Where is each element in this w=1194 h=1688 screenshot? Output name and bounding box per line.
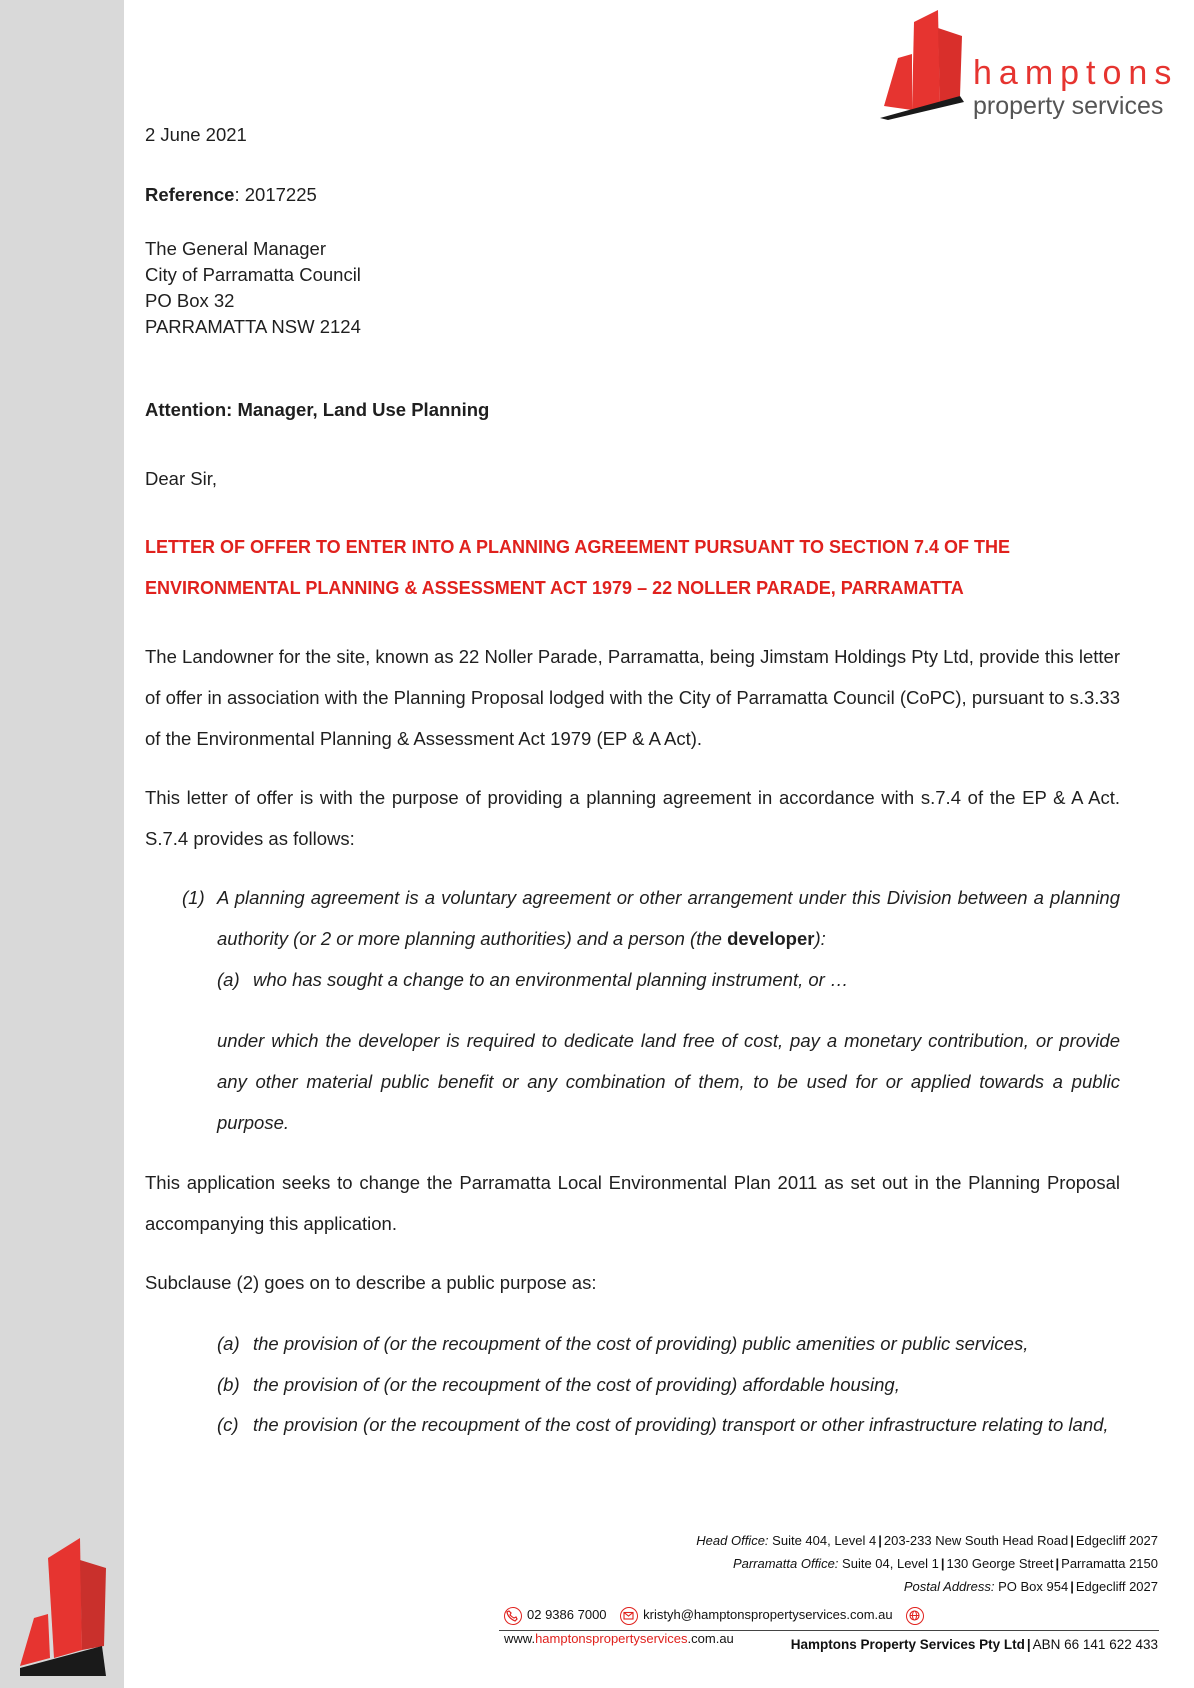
quote-text: A planning agreement is a voluntary agreement or other arrangement under this Division between a planning authority (or 2 or more planning authorities) and a person (the: [217, 887, 1120, 949]
parramatta-line: Suite 04, Level 1: [842, 1556, 939, 1571]
building-mark-icon: [20, 1538, 110, 1676]
parramatta-line: Parramatta 2150: [1061, 1556, 1158, 1571]
logo-wordmark: hamptons: [973, 54, 1179, 92]
reference-value: : 2017225: [234, 184, 317, 205]
quote-number: (1): [182, 887, 205, 908]
quote-tail: under which the developer is required to dedicate land free of cost, pay a monetary contribution, or provide any other material public benefit or any combination of them, to be used for or applied towards a public purpose.: [217, 1030, 1120, 1133]
website-prefix: www.: [504, 1631, 536, 1646]
purpose-text: the provision of (or the recoupment of the cost of providing) affordable housing,: [253, 1374, 900, 1395]
quote-bold-term: developer: [727, 928, 815, 949]
purpose-label: (a): [217, 1333, 240, 1354]
globe-icon: [906, 1607, 924, 1625]
footer-company: Hamptons Property Services Pty Ltd | ABN 66 141 622 433: [790, 1637, 1158, 1652]
subject-line: LETTER OF OFFER TO ENTER INTO A PLANNING AGREEMENT PURSUANT TO SECTION 7.4 OF THE: [145, 537, 1011, 557]
quote-sub-label: (a): [217, 969, 240, 990]
recipient-line: City of Parramatta Council: [145, 264, 361, 285]
letter-page: [124, 0, 1194, 1688]
attention-line: Attention: Manager, Land Use Planning: [145, 399, 490, 420]
postal-label: Postal Address:: [903, 1579, 995, 1594]
website-suffix: .com.au: [687, 1631, 734, 1646]
footer-divider: [499, 1630, 1159, 1631]
email-icon: [620, 1607, 638, 1625]
recipient-line: The General Manager: [145, 238, 326, 259]
website-name: hamptonspropertyservices: [535, 1631, 688, 1646]
letter-date: 2 June 2021: [145, 124, 247, 145]
purpose-label: (b): [217, 1374, 240, 1395]
email-link[interactable]: kristyh@hamptonspropertyservices.com.au: [643, 1607, 893, 1622]
website-link[interactable]: [504, 1631, 734, 1646]
reference-label: Reference: [145, 184, 235, 205]
salutation: Dear Sir,: [145, 468, 217, 489]
recipient-line: PO Box 32: [145, 290, 235, 311]
page-sidebar: [0, 0, 124, 1688]
purpose-label: (c): [217, 1414, 239, 1435]
phone-icon: [504, 1607, 522, 1625]
subject-line: ENVIRONMENTAL PLANNING & ASSESSMENT ACT 1979 – 22 NOLLER PARADE, PARRAMATTA: [145, 578, 964, 598]
recipient-address: [145, 236, 361, 340]
footer-postal-address: Postal Address: PO Box 954 | Edgecliff 2027: [903, 1579, 1158, 1594]
logo-tagline: property services: [973, 92, 1164, 120]
company-logo: [876, 10, 1194, 125]
purpose-text: the provision (or the recoupment of the cost of providing) transport or other infrastructure relating to land,: [253, 1414, 1109, 1435]
company-abn: ABN 66 141 622 433: [1032, 1637, 1158, 1652]
paragraph-landowner: The Landowner for the site, known as 22 Noller Parade, Parramatta, being Jimstam Holdings Pty Ltd, provide this letter of offer in association with the Planning Proposal lodged with the City of Parramatta Council (CoPC), pursuant to s.3.33 of the Environmental Planning & Assessment Act 1979 (EP & A Act).: [145, 646, 1120, 749]
building-mark-icon: [876, 10, 971, 120]
parramatta-label: Parramatta Office:: [732, 1556, 839, 1571]
head-office-line: Edgecliff 2027: [1075, 1533, 1158, 1548]
paragraph-application: This application seeks to change the Parramatta Local Environmental Plan 2011 as set out in the Planning Proposal accompanying this application.: [145, 1172, 1120, 1234]
quote-text: ):: [814, 928, 826, 949]
parramatta-line: 130 George Street: [946, 1556, 1054, 1571]
quote-definition: [217, 877, 1120, 959]
recipient-line: PARRAMATTA NSW 2124: [145, 316, 361, 337]
quote-sub-text: who has sought a change to an environmental planning instrument, or …: [253, 969, 849, 990]
subject-heading: [145, 527, 1145, 609]
reference-line: [145, 182, 317, 208]
footer-head-office: Head Office: Suite 404, Level 4 | 203-233 New South Head Road | Edgecliff 2027: [696, 1533, 1158, 1548]
postal-line: PO Box 954: [998, 1579, 1069, 1594]
postal-line: Edgecliff 2027: [1075, 1579, 1158, 1594]
head-office-line: Suite 404, Level 4: [772, 1533, 877, 1548]
paragraph-purpose: This letter of offer is with the purpose of providing a planning agreement in accordance with s.7.4 of the EP & A Act. S.7.4 provides as follows:: [145, 787, 1120, 849]
purpose-text: the provision of (or the recoupment of the cost of providing) public amenities or public services,: [253, 1333, 1029, 1354]
head-office-line: 203-233 New South Head Road: [883, 1533, 1069, 1548]
paragraph-subclause: Subclause (2) goes on to describe a public purpose as:: [145, 1272, 597, 1293]
head-office-label: Head Office:: [696, 1533, 769, 1548]
footer-parramatta-office: Parramatta Office: Suite 04, Level 1 | 130 George Street | Parramatta 2150: [732, 1556, 1158, 1571]
company-name: Hamptons Property Services Pty Ltd: [790, 1637, 1025, 1652]
phone-number[interactable]: 02 9386 7000: [527, 1607, 607, 1622]
